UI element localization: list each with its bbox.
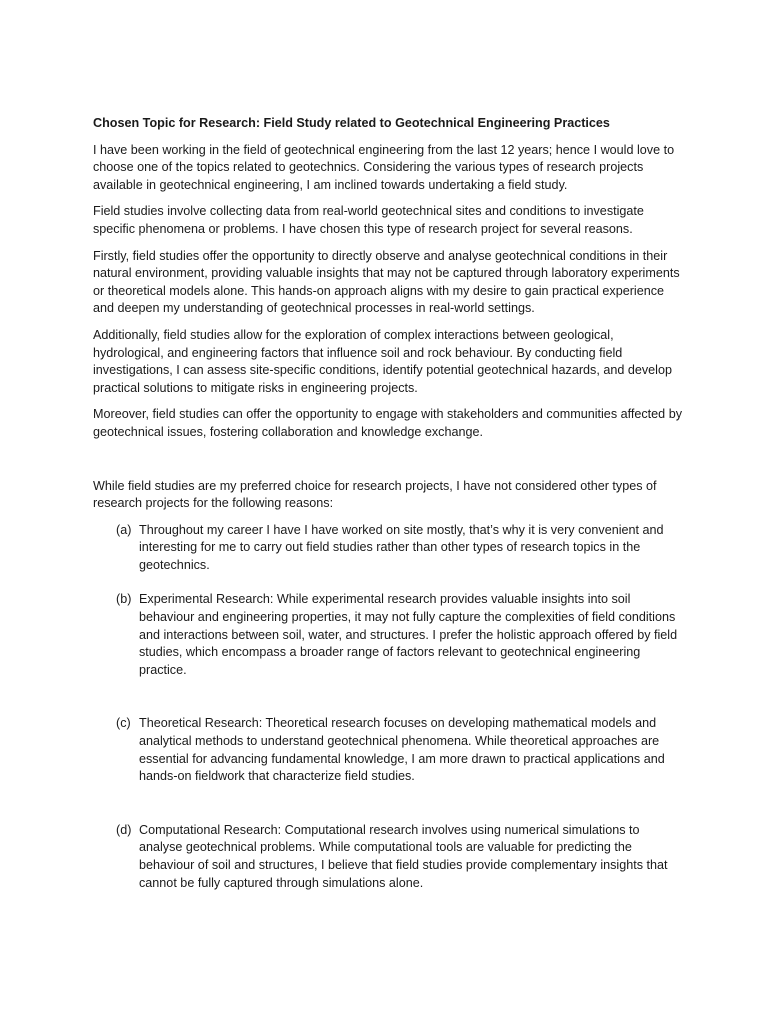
paragraph-field-studies: Field studies involve collecting data from real-world geotechnical sites and conditions to investigate specific phenomena or problems. I have chosen this type of research project for several reasons.	[93, 204, 644, 236]
list-item-text: Theoretical Research: Theoretical research focuses on developing mathematical models and analytical methods to understand geotechnical phenomena. While theoretical approaches are essential for advancing fundamental knowledge, I am more drawn to practical applications and hands-on fieldwork that characterize field studies.	[139, 716, 665, 784]
paragraph-intro: I have been working in the field of geotechnical engineering from the last 12 years; hence I would love to choose one of the topics related to geotechnics. Considering the various types of research projects available in geotechnical engineering, I am inclined towards undertaking a field study.	[93, 142, 675, 192]
paragraph-reasons-intro: While field studies are my preferred choice for research projects, I have not considered other types of research projects for the following reasons:	[93, 478, 657, 511]
list-item	[93, 715, 683, 785]
list-item	[93, 522, 683, 575]
list-marker: (c)	[116, 716, 131, 731]
blank-line	[93, 451, 683, 478]
paragraph-firstly: Firstly, field studies offer the opportunity to directly observe and analyse geotechnical conditions in their natural environment, providing valuable insights that may not be captured through laboratory experiments or theoretical models alone. This hands-on approach aligns with my desire to gain practical experience and deepen my understanding of geotechnical processes in real-world settings.	[93, 248, 680, 316]
reasons-list	[93, 522, 683, 893]
list-item	[93, 822, 683, 892]
list-marker: (a)	[116, 522, 132, 537]
list-item-text: Experimental Research: While experimental research provides valuable insights into soil behaviour and engineering properties, it may not fully capture the complexities of field conditions and interactions between soil, water, and structures. I prefer the holistic approach offered by field studies, which encompass a broader range of factors relevant to geotechnical engineering practice.	[139, 592, 678, 677]
list-item	[93, 591, 683, 679]
list-marker: (b)	[116, 592, 132, 607]
list-marker: (d)	[116, 822, 132, 837]
list-item-text: Throughout my career I have I have worked on site mostly, that’s why it is very convenient and interesting for me to carry out field studies rather than other types of research topics in the geotechnics.	[139, 522, 664, 572]
paragraph-moreover: Moreover, field studies can offer the opportunity to engage with stakeholders and communities affected by geotechnical issues, fostering collaboration and knowledge exchange.	[93, 407, 682, 439]
document-page	[93, 115, 683, 892]
document-title: Chosen Topic for Research: Field Study related to Geotechnical Engineering Practices	[93, 116, 610, 130]
list-item-text: Computational Research: Computational research involves using numerical simulations to analyse geotechnical problems. While computational tools are valuable for predicting the behaviour of soil and structures, I believe that field studies provide complementary insights that cannot be fully captured through simulations alone.	[139, 822, 668, 890]
paragraph-additionally: Additionally, field studies allow for the exploration of complex interactions between geological, hydrological, and engineering factors that influence soil and rock behaviour. By conducting field investigations, I can assess site-specific conditions, identify potential geotechnical hazards, and develop practical solutions to mitigate risks in engineering projects.	[93, 327, 672, 395]
